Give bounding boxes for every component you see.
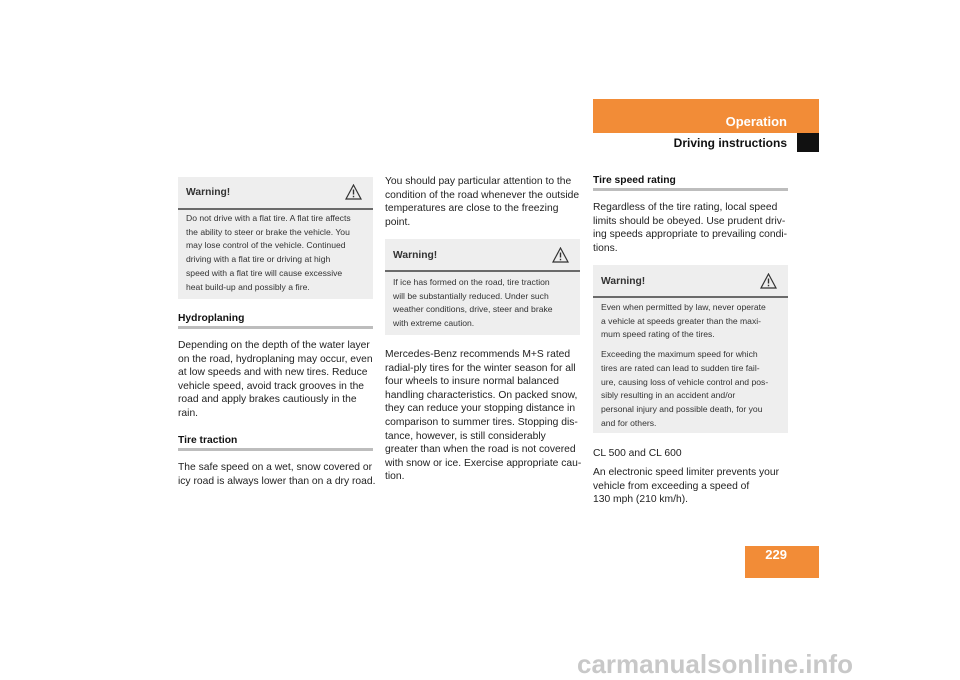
- warning-line: will be substantially reduced. Under such: [393, 290, 549, 301]
- text-line: at low speeds and with new tires. Reduce: [178, 367, 368, 379]
- warning-divider: [593, 296, 788, 298]
- warning-line: mum speed rating of the tires.: [601, 329, 715, 340]
- paragraph-winter-tires: [385, 348, 590, 484]
- text-line: comparison to summer tires. Stopping dis-: [385, 416, 578, 428]
- subheading-models: CL 500 and CL 600: [593, 448, 682, 459]
- text-line: An electronic speed limiter prevents your: [593, 467, 780, 478]
- page-number: 229: [765, 547, 787, 562]
- warning-triangle-icon: [345, 184, 362, 200]
- warning-box-ice: [385, 239, 580, 335]
- subsection-title: Driving instructions: [673, 136, 787, 150]
- warning-line: with extreme caution.: [393, 318, 475, 329]
- heading-tire-traction: Tire traction: [178, 435, 238, 446]
- text-line: with snow or ice. Exercise appropriate cau-: [385, 457, 582, 469]
- warning-line: ure, causing loss of vehicle control and pos-: [601, 376, 769, 387]
- heading-rule: [178, 448, 373, 451]
- text-line: vehicle from exceeding a speed of: [593, 480, 750, 492]
- text-line: temperatures are close to the freezing: [385, 203, 559, 215]
- paragraph-hydroplaning: [178, 339, 383, 421]
- text-line: rain.: [178, 407, 199, 419]
- text-line: The safe speed on a wet, snow covered or: [178, 462, 373, 473]
- warning-line: tires are rated can lead to sudden tire fail-: [601, 362, 760, 373]
- warning-triangle-icon: [760, 273, 777, 289]
- text-line: Regardless of the tire rating, local speed: [593, 202, 778, 213]
- warning-triangle-icon: [552, 247, 569, 263]
- warning-line: driving with a flat tire or driving at high: [186, 254, 331, 265]
- paragraph-road-condition: [385, 175, 590, 229]
- warning-line: If ice has formed on the road, tire traction: [393, 277, 550, 287]
- section-title: Operation: [725, 114, 787, 129]
- warning-divider: [385, 270, 580, 272]
- text-line: tance, however, is still considerably: [385, 430, 546, 442]
- warning-line: Do not drive with a flat tire. A flat tire affects: [186, 213, 351, 223]
- text-line: greater than when the road is not covered: [385, 444, 576, 456]
- warning-line: Even when permitted by law, never operate: [601, 302, 766, 312]
- warning-title: Warning!: [601, 276, 646, 287]
- text-line: condition of the road whenever the outside: [385, 189, 580, 201]
- warning-divider: [178, 208, 373, 210]
- text-line: Mercedes-Benz recommends M+S rated: [385, 349, 571, 360]
- subsection-marker: [797, 133, 819, 152]
- text-line: 130 mph (210 km/h).: [593, 494, 689, 506]
- warning-line: personal injury and possible death, for you: [601, 403, 763, 414]
- heading-rule: [178, 326, 373, 329]
- text-line: handling characteristics. On packed snow,: [385, 389, 578, 401]
- warning-line: may lose control of the vehicle. Continued: [186, 240, 346, 251]
- warning-box-speed: [593, 265, 788, 433]
- text-line: limits should be obeyed. Use prudent driv-: [593, 215, 786, 227]
- text-line: they can reduce your stopping distance in: [385, 403, 576, 415]
- warning-body: [601, 301, 787, 430]
- text-line: tions.: [593, 242, 618, 254]
- text-line: point.: [385, 216, 411, 228]
- warning-title: Warning!: [393, 250, 438, 261]
- watermark: carmanualsonline.info: [577, 649, 853, 679]
- warning-title: Warning!: [186, 187, 231, 198]
- warning-line: a vehicle at speeds greater than the maxi-: [601, 315, 762, 326]
- paragraph-tire-speed: [593, 201, 798, 255]
- paragraph-tire-traction: [178, 461, 388, 488]
- text-line: tion.: [385, 471, 405, 483]
- heading-tire-speed-rating: Tire speed rating: [593, 175, 676, 186]
- text-line: Depending on the depth of the water layer: [178, 340, 370, 351]
- warning-box-flat-tire: [178, 177, 373, 299]
- text-line: road and apply brakes cautiously in the: [178, 394, 357, 406]
- text-line: ing speeds appropriate to prevailing condi-: [593, 229, 788, 241]
- warning-line: the ability to steer or brake the vehicle. You: [186, 226, 350, 237]
- text-line: radial-ply tires for the winter season for all: [385, 362, 576, 374]
- text-line: four wheels to insure normal balanced: [385, 376, 560, 388]
- text-line: vehicle speed, avoid track grooves in the: [178, 380, 365, 392]
- text-line: You should pay particular attention to the: [385, 176, 572, 187]
- warning-line: and for others.: [601, 417, 657, 428]
- text-line: icy road is always lower than on a dry road.: [178, 475, 376, 487]
- text-line: on the road, hydroplaning may occur, even: [178, 353, 373, 365]
- warning-line: speed with a flat tire will cause excessive: [186, 267, 343, 278]
- paragraph-speed-limiter: [593, 466, 798, 507]
- warning-line: sibly resulting in an accident and/or: [601, 390, 736, 401]
- warning-line: weather conditions, drive, steer and brake: [393, 304, 553, 315]
- heading-hydroplaning: Hydroplaning: [178, 313, 245, 324]
- warning-line: heat build-up and possibly a fire.: [186, 281, 310, 292]
- warning-line: Exceeding the maximum speed for which: [601, 349, 758, 360]
- warning-body: [186, 212, 370, 294]
- heading-rule: [593, 188, 788, 191]
- warning-body: [393, 276, 577, 331]
